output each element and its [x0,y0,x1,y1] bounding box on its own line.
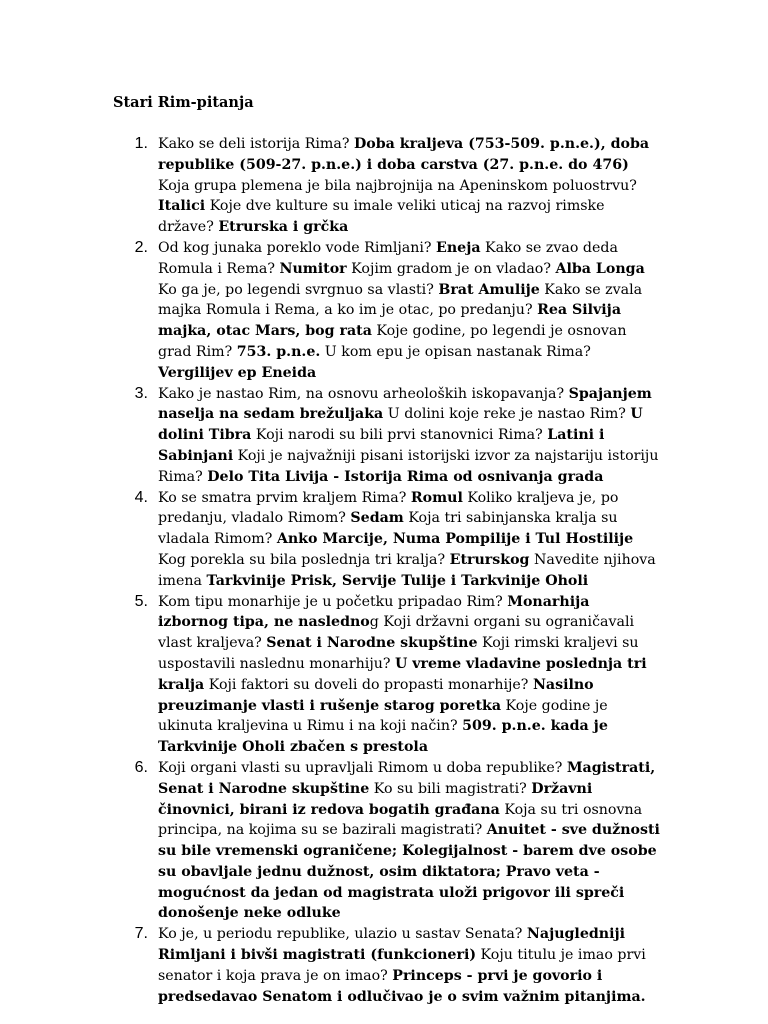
item-number: 5. [134,592,148,610]
question-text: Koje godine, po legendi je osnovan grad Rim? [158,323,627,360]
question-text: U kom epu je opisan nastanak Rima? [320,343,591,360]
question-text: Koji faktori su doveli do propasti monarhije? [204,676,533,693]
question-text: Koliko kraljeva je, po predanju, vladalo Rimom? [158,489,619,527]
answer-text: Rea Silvija majka, otac Mars, bog rata [158,302,622,340]
question-text: Ko se smatra prvim kraljem Rima? [158,489,411,506]
item-number: 4. [134,488,148,506]
question-text: Koji je najvažniji pisani istorijski izvor za najstariju istoriju Rima? [158,447,659,485]
question-text: Kako se zvala majka Romula i Rema, a ko im je otac, po predanju? [158,281,643,319]
item-number: 3. [134,384,148,402]
answer-text: Eneja [436,239,481,256]
question-text: Kako se zvao deda Romula i Rema? [158,239,618,277]
answer-text: Monarhija izbornog tipa, ne nasledno [158,593,590,631]
answer-text: Magistrati, Senat i Narodne skupštine [158,759,656,797]
item-text [158,758,662,924]
question-text: Kako se deli istorija Rima? [158,136,354,152]
answer-text: Romul [410,489,463,506]
answer-text: 753. p.n.e. [236,343,321,360]
answer-text: Tarkvinije Prisk, Servije Tulije i Tarkvinije Oholi [206,572,589,589]
answer-text: Sedam [350,510,404,527]
answer-text: Etrurska i grčka [218,219,349,236]
answer-text: Latini i Sabinjani [158,427,605,464]
list-item [110,238,662,384]
answer-text: 509. p.n.e. kada je Tarkvinije Oholi zbačen s prestola [158,718,608,756]
document-title: Stari Rim-pitanja [113,94,254,111]
list-item [110,384,662,488]
answer-text: Alba Longa [555,260,645,277]
question-text: Koji narodi su bili prvi stanovnici Rima? [251,427,548,444]
question-text: Kom tipu monarhije je u početku pripadao Rim? [158,593,508,610]
list-item [110,592,662,758]
answer-text: Senat i Narodne skupštine [266,635,478,652]
question-text: Navedite njihova imena [158,551,656,589]
item-text [158,488,662,592]
answer-text: Anko Marcije, Numa Pompilije i Tul Hostilije [276,531,634,548]
list-item [110,924,662,1007]
answer-text: Princeps - prvi je govorio i predsedavao Senatom i odlučivao je o svim važnim pitanjima. [158,967,646,1005]
item-number: 7. [134,925,148,943]
question-text: g Koji državni organi su ograničavali vlast kraljeva? [158,614,635,652]
answer-text: Numitor [279,260,347,277]
item-text [158,134,662,238]
question-text: Koji organi vlasti su upravljali Rimom u doba republike? [158,759,567,776]
question-text: Koja grupa plemena je bila najbrojnija na Apeninskom poluostrvu? [158,177,637,194]
answer-text: Brat Amulije [438,281,540,298]
question-text: Koju titulu je imao prvi senator i koja prava je on imao? [158,947,646,984]
question-text: Od kog junaka poreklo vode Rimljani? [158,239,437,256]
item-number: 2. [134,238,148,256]
answer-text: Vergilijev ep Eneida [158,364,317,381]
question-text: Koji rimski kraljevi su uspostavili naslednu monarhiju? [158,635,639,672]
question-text: Koja tri sabinjanska kralja su vladala Rimom? [158,510,618,548]
question-text: Koja su tri osnovna principa, na kojima su se bazirali magistrati? [158,801,643,839]
question-text: U dolini koje reke je nastao Rim? [383,406,631,423]
question-text: Kojim gradom je on vladao? [346,260,556,277]
answer-text: Italici [158,198,206,215]
answer-text: Doba kraljeva (753-509. p.n.e.), doba republike (509-27. p.n.e.) i doba carstva (27. p.n.e. do 476) [158,136,650,173]
question-text: Koje dve kulture su imale veliki uticaj na razvoj rimske države? [158,198,605,236]
answer-text: Najugledniji Rimljani i bivši magistrati (funkcioneri) [158,926,625,964]
answer-text: Nasilno preuzimanje vlasti i rušenje starog poretka [158,676,594,714]
question-text: Kako je nastao Rim, na osnovu arheoloških iskopavanja? [158,385,569,402]
list-item [110,134,662,238]
item-text [158,238,662,384]
question-text: Ko ga je, po legendi svrgnuo sa vlasti? [158,281,439,298]
answer-text: U vreme vladavine poslednja tri kralja [158,655,647,693]
answer-text: Etrurskog [449,551,530,568]
item-number: 6. [134,758,148,776]
question-list [110,134,662,1007]
answer-text: U dolini Tibra [158,406,643,444]
question-text: Ko je, u periodu republike, ulazio u sastav Senata? [158,926,527,943]
item-text [158,384,662,488]
question-text: Ko su bili magistrati? [369,780,532,797]
answer-text: Anuitet - sve dužnosti su bile vremenski ograničene; Kolegijalnost - barem dve osobe su obavljale jednu dužnost, osim diktatora; Pravo veta - mogućnost da jedan od magistrata uloži prigovor ili spreči donošenje neke odluke [158,822,660,922]
answer-text: Državni činovnici, birani iz redova bogatih građana [158,780,593,818]
question-text: Koje godine je ukinuta kraljevina u Rimu i na koji način? [158,697,608,735]
item-text [158,592,662,758]
list-item [110,488,662,592]
list-item [110,758,662,924]
answer-text: Spajanjem naselja na sedam brežuljaka [158,385,652,423]
item-number: 1. [134,135,148,152]
answer-text: Delo Tita Livija - Istorija Rima od osnivanja grada [207,468,604,485]
question-text: Kog porekla su bila poslednja tri kralja? [158,551,450,568]
item-text [158,924,662,1007]
